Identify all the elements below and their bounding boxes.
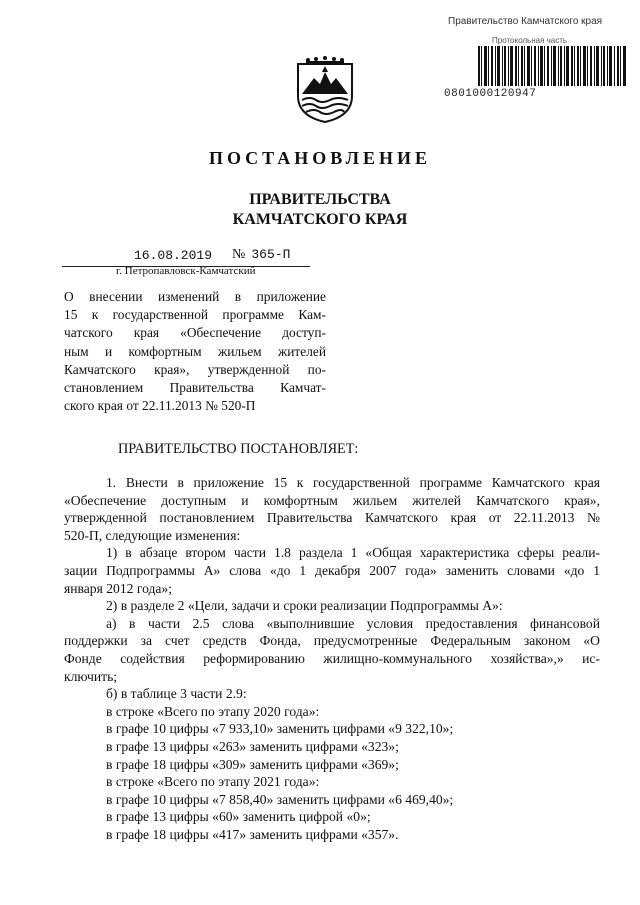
document-body — [64, 474, 600, 843]
stamp-subtitle: Протокольная часть — [492, 36, 568, 45]
issuer — [0, 190, 640, 230]
body-line: в строке «Всего по этапу 2020 года»: — [106, 703, 320, 719]
body-line: 1. Внести в приложение 15 к государственной программе Камчатского края — [106, 475, 600, 490]
document-title: ПОСТАНОВЛЕНИЕ — [208, 148, 432, 168]
issuer-line-2: КАМЧАТСКОГО КРАЯ — [232, 211, 408, 228]
subject-line: 15 к государственной программе Кам- — [64, 307, 326, 323]
body-line: в строке «Всего по этапу 2021 года»: — [106, 774, 320, 790]
body-line: а) в части 2.5 слова «выполнившие условия предоставления финансовой — [106, 615, 600, 631]
body-line: в графе 13 цифры «60» заменить цифрой «0»; — [106, 809, 371, 825]
stamp-title: Правительство Камчатского края — [448, 16, 603, 27]
subject-line: чатского края «Обеспечение доступ- — [64, 325, 326, 341]
subject-block — [64, 288, 326, 415]
body-line: в графе 18 цифры «309» заменить цифрами «369»; — [106, 756, 399, 772]
number-value: 365-П — [251, 247, 291, 262]
body-line: Фонде содействия реформированию жилищно-коммунального хозяйства»,» ис- — [64, 650, 600, 666]
barcode-number: 0801000120947 — [444, 88, 537, 100]
body-line: зации Подпрограммы А» слова «до 1 декабря 2007 года» заменить словами «до 1 — [64, 562, 600, 578]
kamchatka-coat-of-arms-icon — [296, 56, 354, 124]
body-line: в графе 10 цифры «7 933,10» заменить цифрами «9 322,10»; — [106, 721, 454, 737]
body-line: поддержки за счет средств Фонда, предусмотренные Федеральным законом «О — [64, 633, 600, 649]
body-line: в графе 10 цифры «7 858,40» заменить цифрами «6 469,40»; — [106, 791, 454, 807]
body-line: ключить; — [64, 668, 118, 684]
document-date: 16.08.2019 — [134, 248, 213, 263]
subject-line: ным и комфортным жильем жителей — [64, 343, 326, 359]
body-line: января 2012 года»; — [64, 580, 172, 596]
body-line: «Обеспечение доступным и комфортным жильем жителей Камчатского края», — [64, 492, 600, 508]
body-line: утвержденной постановлением Правительства Камчатского края от 22.11.2013 № — [64, 510, 600, 526]
subject-line: ского края от 22.11.2013 № 520-П — [64, 398, 256, 414]
subject-line: становлением Правительства Камчат- — [64, 380, 326, 396]
issuer-line-1: ПРАВИТЕЛЬСТВА — [249, 191, 391, 208]
body-line: 520-П, следующие изменения: — [64, 527, 241, 543]
body-line: 1) в абзаце втором части 1.8 раздела 1 «Общая характеристика сферы реали- — [106, 545, 600, 561]
subject-line: О внесении изменений в приложение — [64, 289, 326, 304]
subject-line: Камчатского края», утвержденной по- — [64, 361, 326, 377]
city: г. Петропавловск-Камчатский — [116, 265, 256, 277]
body-line: 2) в разделе 2 «Цели, задачи и сроки реализации Подпрограммы А»: — [106, 598, 503, 614]
barcode-icon — [478, 46, 628, 86]
decree-heading: ПРАВИТЕЛЬСТВО ПОСТАНОВЛЯЕТ: — [118, 441, 359, 457]
document-number — [232, 247, 290, 263]
number-sign: № — [232, 247, 246, 262]
body-line: б) в таблице 3 части 2.9: — [106, 686, 247, 702]
body-line: в графе 13 цифры «263» заменить цифрами «323»; — [106, 738, 399, 754]
body-line: в графе 18 цифры «417» заменить цифрами «357». — [106, 826, 399, 842]
registration-stamp — [442, 8, 638, 118]
